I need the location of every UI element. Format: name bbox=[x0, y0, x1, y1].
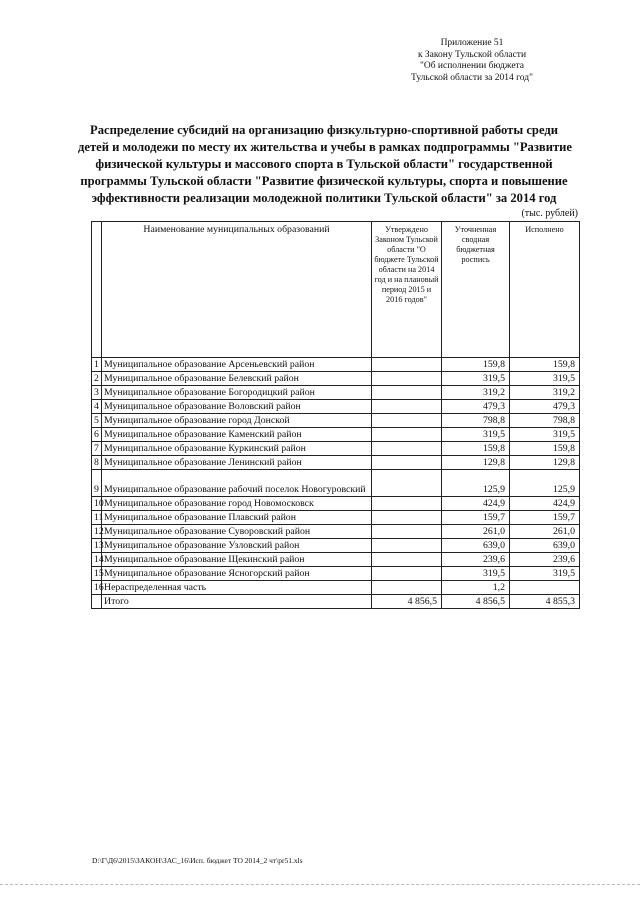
row-executed: 319,5 bbox=[510, 567, 580, 581]
row-executed: 424,9 bbox=[510, 497, 580, 511]
table-row bbox=[92, 428, 580, 442]
row-number: 6 bbox=[92, 428, 102, 442]
row-approved bbox=[372, 539, 442, 553]
row-refined: 319,5 bbox=[442, 428, 510, 442]
table-row bbox=[92, 511, 580, 525]
row-refined: 159,7 bbox=[442, 511, 510, 525]
row-approved bbox=[372, 511, 442, 525]
file-path-footer: D:\Г\Д6\2015\ЗАКОН\ЗАС_16\Исп. бюджет ТО 2014_2 чт\pr51.xls bbox=[92, 856, 303, 865]
table-row bbox=[92, 372, 580, 386]
row-name: Нераспределенная часть bbox=[102, 581, 372, 595]
row-executed: 319,5 bbox=[510, 428, 580, 442]
row-refined: 319,2 bbox=[442, 386, 510, 400]
row-number: 13 bbox=[92, 539, 102, 553]
row-executed: 159,7 bbox=[510, 511, 580, 525]
row-refined: 159,8 bbox=[442, 358, 510, 372]
title-line: Распределение субсидий на организацию физкультурно-спортивной работы среди bbox=[90, 123, 558, 137]
row-refined: 129,8 bbox=[442, 456, 510, 470]
row-name: Муниципальное образование Куркинский район bbox=[102, 442, 372, 456]
row-refined: 159,8 bbox=[442, 442, 510, 456]
header-name: Наименование муниципальных образований bbox=[102, 222, 372, 358]
row-approved bbox=[372, 456, 442, 470]
table-row bbox=[92, 358, 580, 372]
row-name: Муниципальное образование Ясногорский район bbox=[102, 567, 372, 581]
table-row bbox=[92, 414, 580, 428]
row-executed: 479,3 bbox=[510, 400, 580, 414]
row-approved bbox=[372, 567, 442, 581]
row-executed: 239,6 bbox=[510, 553, 580, 567]
row-name: Муниципальное образование Плавский район bbox=[102, 511, 372, 525]
row-approved bbox=[372, 497, 442, 511]
row-executed: 798,8 bbox=[510, 414, 580, 428]
document-title bbox=[78, 122, 570, 207]
row-executed: 159,8 bbox=[510, 358, 580, 372]
table-row bbox=[92, 553, 580, 567]
row-approved bbox=[372, 428, 442, 442]
row-refined: 1,2 bbox=[442, 581, 510, 595]
table-row bbox=[92, 567, 580, 581]
row-name: Муниципальное образование рабочий поселок Новогуровский bbox=[102, 470, 372, 497]
row-number: 10 bbox=[92, 497, 102, 511]
appendix-header bbox=[372, 38, 572, 84]
row-approved bbox=[372, 372, 442, 386]
row-refined: 319,5 bbox=[442, 567, 510, 581]
row-name: Муниципальное образование Суворовский район bbox=[102, 525, 372, 539]
appendix-line: "Об исполнении бюджета bbox=[419, 61, 525, 71]
row-number: 1 bbox=[92, 358, 102, 372]
row-number: 7 bbox=[92, 442, 102, 456]
row-number bbox=[92, 595, 102, 609]
row-refined: 798,8 bbox=[442, 414, 510, 428]
row-number: 4 bbox=[92, 400, 102, 414]
row-number: 8 bbox=[92, 456, 102, 470]
row-name: Муниципальное образование город Донской bbox=[102, 414, 372, 428]
row-executed: 159,8 bbox=[510, 442, 580, 456]
row-number: 14 bbox=[92, 553, 102, 567]
total-row bbox=[92, 595, 580, 609]
table-row bbox=[92, 581, 580, 595]
row-name: Итого bbox=[102, 595, 372, 609]
row-name: Муниципальное образование Каменский район bbox=[102, 428, 372, 442]
row-refined: 424,9 bbox=[442, 497, 510, 511]
table-header-row bbox=[92, 222, 580, 358]
appendix-line: к Закону Тульской области bbox=[417, 49, 527, 60]
row-number: 16 bbox=[92, 581, 102, 595]
row-number: 12 bbox=[92, 525, 102, 539]
row-name: Муниципальное образование Ленинский район bbox=[102, 456, 372, 470]
row-approved bbox=[372, 525, 442, 539]
row-approved bbox=[372, 442, 442, 456]
table-row bbox=[92, 442, 580, 456]
row-executed: 639,0 bbox=[510, 539, 580, 553]
table-row bbox=[92, 400, 580, 414]
row-number: 2 bbox=[92, 372, 102, 386]
header-refined: Уточненная сводная бюджетная роспись bbox=[442, 222, 510, 358]
row-executed: 261,0 bbox=[510, 525, 580, 539]
row-refined: 319,5 bbox=[442, 372, 510, 386]
subsidy-table bbox=[91, 221, 580, 609]
row-refined: 639,0 bbox=[442, 539, 510, 553]
row-refined: 125,9 bbox=[442, 470, 510, 497]
row-executed: 319,2 bbox=[510, 386, 580, 400]
row-executed: 319,5 bbox=[510, 372, 580, 386]
row-executed: 125,9 bbox=[510, 470, 580, 497]
row-approved bbox=[372, 553, 442, 567]
table-row bbox=[92, 497, 580, 511]
header-executed: Исполнено bbox=[510, 222, 580, 358]
row-name: Муниципальное образование Арсеньевский район bbox=[102, 358, 372, 372]
row-approved bbox=[372, 470, 442, 497]
title-line: эффективности реализации молодежной политики Тульской области" за 2014 год bbox=[91, 191, 557, 205]
row-approved bbox=[372, 358, 442, 372]
row-refined: 261,0 bbox=[442, 525, 510, 539]
table-row bbox=[92, 386, 580, 400]
row-number: 15 bbox=[92, 567, 102, 581]
row-number: 9 bbox=[92, 470, 102, 497]
row-number: 5 bbox=[92, 414, 102, 428]
row-approved bbox=[372, 386, 442, 400]
title-line: детей и молодежи по месту их жительства и учебы в рамках подпрограммы "Развитие bbox=[78, 140, 572, 154]
row-executed: 4 855,3 bbox=[510, 595, 580, 609]
row-number: 11 bbox=[92, 511, 102, 525]
page-edge-divider bbox=[0, 884, 640, 885]
row-name: Муниципальное образование Богородицкий район bbox=[102, 386, 372, 400]
row-name: Муниципальное образование Воловский район bbox=[102, 400, 372, 414]
row-refined: 4 856,5 bbox=[442, 595, 510, 609]
row-name: Муниципальное образование Белевский район bbox=[102, 372, 372, 386]
row-approved: 4 856,5 bbox=[372, 595, 442, 609]
row-executed bbox=[510, 581, 580, 595]
row-name: Муниципальное образование город Новомосковск bbox=[102, 497, 372, 511]
row-approved bbox=[372, 581, 442, 595]
appendix-line: Тульской области за 2014 год" bbox=[411, 72, 533, 83]
row-refined: 479,3 bbox=[442, 400, 510, 414]
row-approved bbox=[372, 414, 442, 428]
table-row bbox=[92, 525, 580, 539]
title-line: программы Тульской области "Развитие физической культуры, спорта и повышение bbox=[80, 174, 568, 188]
row-name: Муниципальное образование Узловский район bbox=[102, 539, 372, 553]
header-number bbox=[92, 222, 102, 358]
header-approved: Утверждено Законом Тульской области "О бюджете Тульской области на 2014 год и на плановый период 2015 и 2016 годов" bbox=[372, 222, 442, 358]
units-label: (тыс. рублей) bbox=[521, 208, 578, 219]
table-row bbox=[92, 470, 580, 497]
row-name: Муниципальное образование Щекинский район bbox=[102, 553, 372, 567]
title-line: физической культуры и массового спорта в Тульской области" государственной bbox=[95, 157, 553, 171]
table-row bbox=[92, 539, 580, 553]
row-executed: 129,8 bbox=[510, 456, 580, 470]
row-refined: 239,6 bbox=[442, 553, 510, 567]
row-number: 3 bbox=[92, 386, 102, 400]
appendix-line: Приложение 51 bbox=[440, 38, 504, 48]
table-row bbox=[92, 456, 580, 470]
row-approved bbox=[372, 400, 442, 414]
